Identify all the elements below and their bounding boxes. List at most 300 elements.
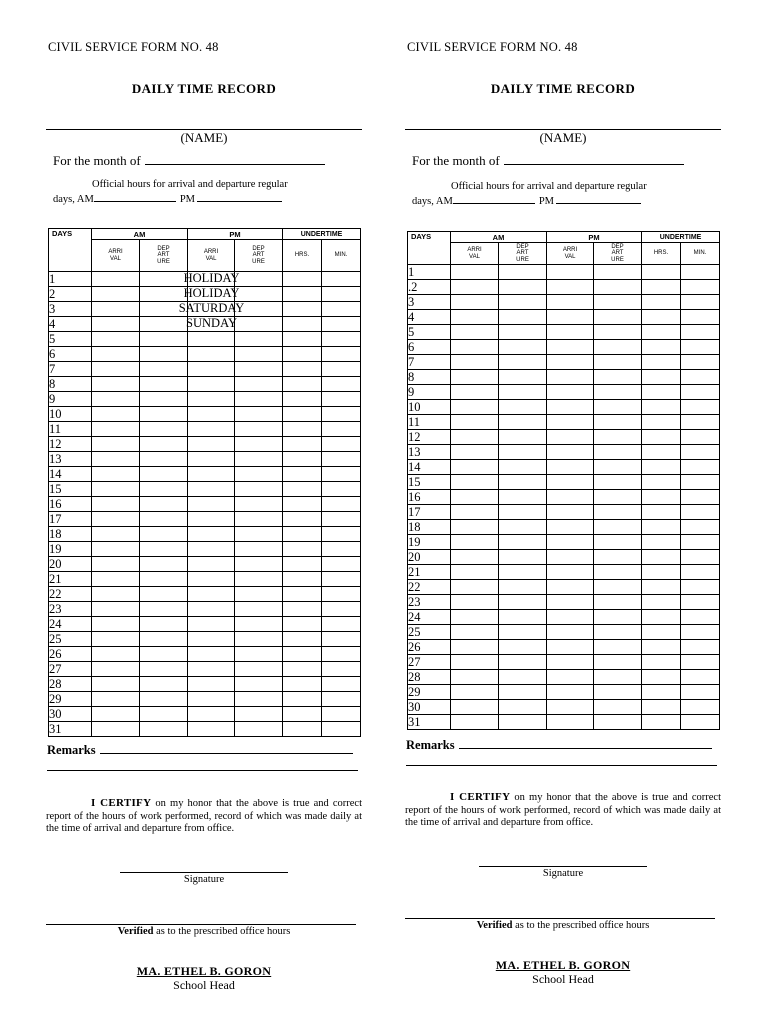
time-cell[interactable] — [322, 617, 361, 632]
time-cell[interactable] — [140, 286, 240, 302]
time-cell[interactable] — [92, 437, 140, 452]
time-cell[interactable] — [594, 280, 642, 295]
time-cell[interactable] — [681, 550, 720, 565]
time-cell[interactable] — [188, 557, 235, 572]
time-cell[interactable] — [140, 617, 188, 632]
time-cell[interactable] — [322, 452, 361, 467]
time-cell[interactable] — [140, 557, 188, 572]
time-cell[interactable] — [594, 625, 642, 640]
time-cell[interactable] — [140, 692, 188, 707]
time-cell[interactable] — [140, 301, 245, 317]
time-cell[interactable] — [235, 362, 283, 377]
time-cell[interactable] — [642, 670, 681, 685]
time-cell[interactable] — [642, 610, 681, 625]
time-cell[interactable] — [188, 572, 235, 587]
time-cell[interactable] — [322, 542, 361, 557]
time-cell[interactable] — [451, 355, 499, 370]
time-cell[interactable] — [547, 550, 594, 565]
time-cell[interactable] — [642, 520, 681, 535]
time-cell[interactable] — [322, 332, 361, 347]
time-cell[interactable] — [642, 295, 681, 310]
time-cell[interactable] — [322, 572, 361, 587]
time-cell[interactable] — [547, 610, 594, 625]
time-cell[interactable] — [594, 490, 642, 505]
time-cell[interactable] — [499, 535, 547, 550]
time-cell[interactable] — [235, 377, 283, 392]
time-cell[interactable] — [283, 272, 322, 287]
time-cell[interactable] — [283, 557, 322, 572]
time-cell[interactable] — [499, 685, 547, 700]
time-cell[interactable] — [642, 580, 681, 595]
time-cell[interactable] — [140, 407, 188, 422]
am-hours-field[interactable] — [94, 192, 176, 202]
time-cell[interactable] — [547, 445, 594, 460]
time-cell[interactable] — [140, 452, 188, 467]
time-cell[interactable] — [681, 445, 720, 460]
time-cell[interactable] — [322, 437, 361, 452]
time-cell[interactable] — [594, 640, 642, 655]
time-cell[interactable] — [235, 542, 283, 557]
time-cell[interactable] — [642, 355, 681, 370]
time-cell[interactable] — [283, 677, 322, 692]
time-cell[interactable] — [642, 445, 681, 460]
time-cell[interactable] — [594, 520, 642, 535]
time-cell[interactable] — [322, 587, 361, 602]
time-cell[interactable] — [92, 602, 140, 617]
time-cell[interactable] — [188, 722, 235, 737]
time-cell[interactable] — [322, 497, 361, 512]
time-cell[interactable] — [642, 595, 681, 610]
time-cell[interactable] — [642, 415, 681, 430]
verification-line[interactable] — [405, 918, 715, 919]
time-cell[interactable] — [594, 580, 642, 595]
time-cell[interactable] — [499, 670, 547, 685]
time-cell[interactable] — [499, 385, 547, 400]
time-cell[interactable] — [547, 640, 594, 655]
time-cell[interactable] — [140, 647, 188, 662]
time-cell[interactable] — [235, 452, 283, 467]
time-cell[interactable] — [140, 347, 188, 362]
time-cell[interactable] — [681, 670, 720, 685]
time-cell[interactable] — [547, 715, 594, 730]
time-cell[interactable] — [188, 482, 235, 497]
time-cell[interactable] — [594, 700, 642, 715]
time-cell[interactable] — [283, 467, 322, 482]
time-cell[interactable] — [451, 700, 499, 715]
time-cell[interactable] — [642, 280, 681, 295]
time-cell[interactable] — [188, 677, 235, 692]
time-cell[interactable] — [188, 467, 235, 482]
time-cell[interactable] — [322, 722, 361, 737]
time-cell[interactable] — [283, 617, 322, 632]
time-cell[interactable] — [283, 407, 322, 422]
time-cell[interactable] — [642, 535, 681, 550]
time-cell[interactable] — [499, 550, 547, 565]
time-cell[interactable] — [322, 512, 361, 527]
time-cell[interactable] — [499, 640, 547, 655]
time-cell[interactable] — [235, 407, 283, 422]
time-cell[interactable] — [322, 602, 361, 617]
remarks-field[interactable] — [459, 738, 712, 749]
time-cell[interactable] — [642, 385, 681, 400]
time-cell[interactable] — [188, 512, 235, 527]
time-cell[interactable] — [499, 310, 547, 325]
time-cell[interactable] — [547, 685, 594, 700]
time-cell[interactable] — [451, 625, 499, 640]
time-cell[interactable] — [499, 610, 547, 625]
time-cell[interactable] — [499, 340, 547, 355]
time-cell[interactable] — [140, 722, 188, 737]
time-cell[interactable] — [322, 467, 361, 482]
time-cell[interactable] — [140, 482, 188, 497]
time-cell[interactable] — [188, 362, 235, 377]
time-cell[interactable] — [283, 302, 322, 317]
time-cell[interactable] — [499, 430, 547, 445]
time-cell[interactable] — [642, 430, 681, 445]
time-cell[interactable] — [681, 295, 720, 310]
time-cell[interactable] — [594, 670, 642, 685]
time-cell[interactable] — [322, 392, 361, 407]
time-cell[interactable] — [283, 692, 322, 707]
time-cell[interactable] — [188, 707, 235, 722]
time-cell[interactable] — [235, 497, 283, 512]
time-cell[interactable] — [322, 362, 361, 377]
time-cell[interactable] — [642, 700, 681, 715]
time-cell[interactable] — [235, 482, 283, 497]
time-cell[interactable] — [283, 347, 322, 362]
time-cell[interactable] — [642, 640, 681, 655]
time-cell[interactable] — [235, 587, 283, 602]
time-cell[interactable] — [499, 715, 547, 730]
time-cell[interactable] — [594, 385, 642, 400]
time-cell[interactable] — [188, 662, 235, 677]
time-cell[interactable] — [681, 580, 720, 595]
time-cell[interactable] — [235, 467, 283, 482]
time-cell[interactable] — [451, 280, 499, 295]
time-cell[interactable] — [235, 692, 283, 707]
time-cell[interactable] — [547, 370, 594, 385]
time-cell[interactable] — [642, 655, 681, 670]
time-cell[interactable] — [499, 490, 547, 505]
time-cell[interactable] — [681, 610, 720, 625]
time-cell[interactable] — [235, 422, 283, 437]
time-cell[interactable] — [547, 400, 594, 415]
time-cell[interactable] — [322, 527, 361, 542]
time-cell[interactable] — [681, 310, 720, 325]
time-cell[interactable] — [499, 565, 547, 580]
time-cell[interactable] — [499, 280, 547, 295]
time-cell[interactable] — [188, 347, 235, 362]
signature-line[interactable] — [120, 872, 288, 873]
time-cell[interactable] — [451, 475, 499, 490]
time-cell[interactable] — [92, 677, 140, 692]
time-cell[interactable] — [140, 662, 188, 677]
time-cell[interactable] — [642, 265, 681, 280]
time-cell[interactable] — [594, 460, 642, 475]
time-cell[interactable] — [322, 422, 361, 437]
time-cell[interactable] — [594, 325, 642, 340]
time-cell[interactable] — [642, 310, 681, 325]
time-cell[interactable] — [283, 482, 322, 497]
time-cell[interactable] — [283, 707, 322, 722]
time-cell[interactable] — [140, 632, 188, 647]
time-cell[interactable] — [451, 685, 499, 700]
time-cell[interactable] — [235, 662, 283, 677]
time-cell[interactable] — [283, 647, 322, 662]
time-cell[interactable] — [92, 587, 140, 602]
time-cell[interactable] — [140, 542, 188, 557]
time-cell[interactable] — [322, 647, 361, 662]
time-cell[interactable] — [92, 332, 140, 347]
time-cell[interactable] — [451, 610, 499, 625]
time-cell[interactable] — [322, 662, 361, 677]
time-cell[interactable] — [283, 632, 322, 647]
time-cell[interactable] — [451, 580, 499, 595]
time-cell[interactable] — [499, 265, 547, 280]
time-cell[interactable] — [235, 512, 283, 527]
time-cell[interactable] — [451, 460, 499, 475]
time-cell[interactable] — [235, 527, 283, 542]
time-cell[interactable] — [92, 362, 140, 377]
time-cell[interactable] — [451, 370, 499, 385]
time-cell[interactable] — [681, 475, 720, 490]
time-cell[interactable] — [283, 587, 322, 602]
time-cell[interactable] — [642, 625, 681, 640]
time-cell[interactable] — [681, 280, 720, 295]
time-cell[interactable] — [681, 490, 720, 505]
time-cell[interactable] — [188, 332, 235, 347]
time-cell[interactable] — [547, 625, 594, 640]
time-cell[interactable] — [92, 572, 140, 587]
time-cell[interactable] — [547, 655, 594, 670]
time-cell[interactable] — [681, 700, 720, 715]
time-cell[interactable] — [642, 505, 681, 520]
time-cell[interactable] — [451, 400, 499, 415]
time-cell[interactable] — [322, 557, 361, 572]
time-cell[interactable] — [451, 715, 499, 730]
time-cell[interactable] — [681, 625, 720, 640]
time-cell[interactable] — [451, 415, 499, 430]
time-cell[interactable] — [594, 715, 642, 730]
time-cell[interactable] — [681, 655, 720, 670]
time-cell[interactable] — [92, 302, 140, 317]
time-cell[interactable] — [283, 497, 322, 512]
time-cell[interactable] — [283, 392, 322, 407]
time-cell[interactable] — [681, 265, 720, 280]
month-field[interactable] — [145, 154, 325, 165]
time-cell[interactable] — [681, 505, 720, 520]
time-cell[interactable] — [681, 535, 720, 550]
time-cell[interactable] — [547, 595, 594, 610]
time-cell[interactable] — [92, 512, 140, 527]
time-cell[interactable] — [451, 535, 499, 550]
time-cell[interactable] — [235, 572, 283, 587]
time-cell[interactable] — [499, 415, 547, 430]
time-cell[interactable] — [322, 317, 361, 332]
time-cell[interactable] — [547, 700, 594, 715]
time-cell[interactable] — [594, 415, 642, 430]
time-cell[interactable] — [642, 340, 681, 355]
time-cell[interactable] — [547, 325, 594, 340]
time-cell[interactable] — [188, 542, 235, 557]
time-cell[interactable] — [235, 647, 283, 662]
time-cell[interactable] — [92, 467, 140, 482]
time-cell[interactable] — [188, 632, 235, 647]
time-cell[interactable] — [547, 265, 594, 280]
time-cell[interactable] — [283, 377, 322, 392]
time-cell[interactable] — [499, 595, 547, 610]
time-cell[interactable] — [235, 332, 283, 347]
time-cell[interactable] — [594, 505, 642, 520]
time-cell[interactable] — [235, 617, 283, 632]
time-cell[interactable] — [283, 362, 322, 377]
time-cell[interactable] — [681, 415, 720, 430]
time-cell[interactable] — [92, 722, 140, 737]
time-cell[interactable] — [451, 670, 499, 685]
time-cell[interactable] — [594, 355, 642, 370]
time-cell[interactable] — [499, 460, 547, 475]
time-cell[interactable] — [499, 400, 547, 415]
time-cell[interactable] — [499, 355, 547, 370]
time-cell[interactable] — [140, 362, 188, 377]
month-field[interactable] — [504, 154, 684, 165]
time-cell[interactable] — [140, 677, 188, 692]
time-cell[interactable] — [140, 602, 188, 617]
time-cell[interactable] — [140, 271, 240, 287]
time-cell[interactable] — [235, 347, 283, 362]
time-cell[interactable] — [451, 430, 499, 445]
time-cell[interactable] — [594, 370, 642, 385]
time-cell[interactable] — [642, 475, 681, 490]
time-cell[interactable] — [681, 400, 720, 415]
time-cell[interactable] — [499, 295, 547, 310]
time-cell[interactable] — [594, 535, 642, 550]
time-cell[interactable] — [235, 707, 283, 722]
time-cell[interactable] — [188, 602, 235, 617]
time-cell[interactable] — [681, 595, 720, 610]
time-cell[interactable] — [594, 565, 642, 580]
time-cell[interactable] — [92, 482, 140, 497]
time-cell[interactable] — [642, 550, 681, 565]
time-cell[interactable] — [451, 550, 499, 565]
time-cell[interactable] — [681, 565, 720, 580]
time-cell[interactable] — [642, 325, 681, 340]
time-cell[interactable] — [451, 655, 499, 670]
remarks-field[interactable] — [100, 743, 353, 754]
time-cell[interactable] — [188, 452, 235, 467]
time-cell[interactable] — [547, 355, 594, 370]
time-cell[interactable] — [92, 392, 140, 407]
time-cell[interactable] — [92, 662, 140, 677]
time-cell[interactable] — [451, 640, 499, 655]
time-cell[interactable] — [283, 572, 322, 587]
time-cell[interactable] — [92, 317, 140, 332]
time-cell[interactable] — [681, 715, 720, 730]
time-cell[interactable] — [92, 692, 140, 707]
time-cell[interactable] — [283, 722, 322, 737]
time-cell[interactable] — [92, 452, 140, 467]
time-cell[interactable] — [92, 632, 140, 647]
time-cell[interactable] — [322, 377, 361, 392]
time-cell[interactable] — [594, 295, 642, 310]
time-cell[interactable] — [140, 392, 188, 407]
time-cell[interactable] — [594, 685, 642, 700]
time-cell[interactable] — [642, 685, 681, 700]
time-cell[interactable] — [283, 527, 322, 542]
time-cell[interactable] — [92, 707, 140, 722]
time-cell[interactable] — [235, 722, 283, 737]
verification-line[interactable] — [46, 924, 356, 925]
time-cell[interactable] — [92, 272, 140, 287]
time-cell[interactable] — [92, 377, 140, 392]
time-cell[interactable] — [322, 707, 361, 722]
time-cell[interactable] — [322, 347, 361, 362]
time-cell[interactable] — [642, 565, 681, 580]
time-cell[interactable] — [681, 385, 720, 400]
time-cell[interactable] — [283, 512, 322, 527]
time-cell[interactable] — [547, 565, 594, 580]
time-cell[interactable] — [322, 482, 361, 497]
time-cell[interactable] — [642, 370, 681, 385]
time-cell[interactable] — [547, 430, 594, 445]
time-cell[interactable] — [140, 316, 237, 332]
time-cell[interactable] — [451, 505, 499, 520]
time-cell[interactable] — [594, 475, 642, 490]
time-cell[interactable] — [451, 565, 499, 580]
time-cell[interactable] — [322, 692, 361, 707]
time-cell[interactable] — [92, 647, 140, 662]
time-cell[interactable] — [594, 400, 642, 415]
time-cell[interactable] — [140, 332, 188, 347]
time-cell[interactable] — [499, 655, 547, 670]
time-cell[interactable] — [283, 542, 322, 557]
time-cell[interactable] — [594, 340, 642, 355]
time-cell[interactable] — [681, 430, 720, 445]
time-cell[interactable] — [92, 542, 140, 557]
time-cell[interactable] — [188, 527, 235, 542]
time-cell[interactable] — [140, 377, 188, 392]
time-cell[interactable] — [451, 295, 499, 310]
time-cell[interactable] — [594, 310, 642, 325]
time-cell[interactable] — [594, 550, 642, 565]
time-cell[interactable] — [642, 490, 681, 505]
time-cell[interactable] — [642, 715, 681, 730]
time-cell[interactable] — [681, 355, 720, 370]
time-cell[interactable] — [681, 460, 720, 475]
time-cell[interactable] — [547, 460, 594, 475]
time-cell[interactable] — [283, 662, 322, 677]
time-cell[interactable] — [547, 505, 594, 520]
time-cell[interactable] — [322, 302, 361, 317]
time-cell[interactable] — [188, 377, 235, 392]
time-cell[interactable] — [235, 437, 283, 452]
time-cell[interactable] — [594, 445, 642, 460]
time-cell[interactable] — [681, 685, 720, 700]
time-cell[interactable] — [188, 392, 235, 407]
time-cell[interactable] — [235, 677, 283, 692]
time-cell[interactable] — [188, 587, 235, 602]
pm-hours-field[interactable] — [556, 194, 641, 204]
time-cell[interactable] — [92, 497, 140, 512]
time-cell[interactable] — [140, 587, 188, 602]
time-cell[interactable] — [140, 527, 188, 542]
time-cell[interactable] — [451, 490, 499, 505]
time-cell[interactable] — [322, 287, 361, 302]
time-cell[interactable] — [499, 580, 547, 595]
time-cell[interactable] — [451, 265, 499, 280]
time-cell[interactable] — [681, 370, 720, 385]
time-cell[interactable] — [140, 512, 188, 527]
